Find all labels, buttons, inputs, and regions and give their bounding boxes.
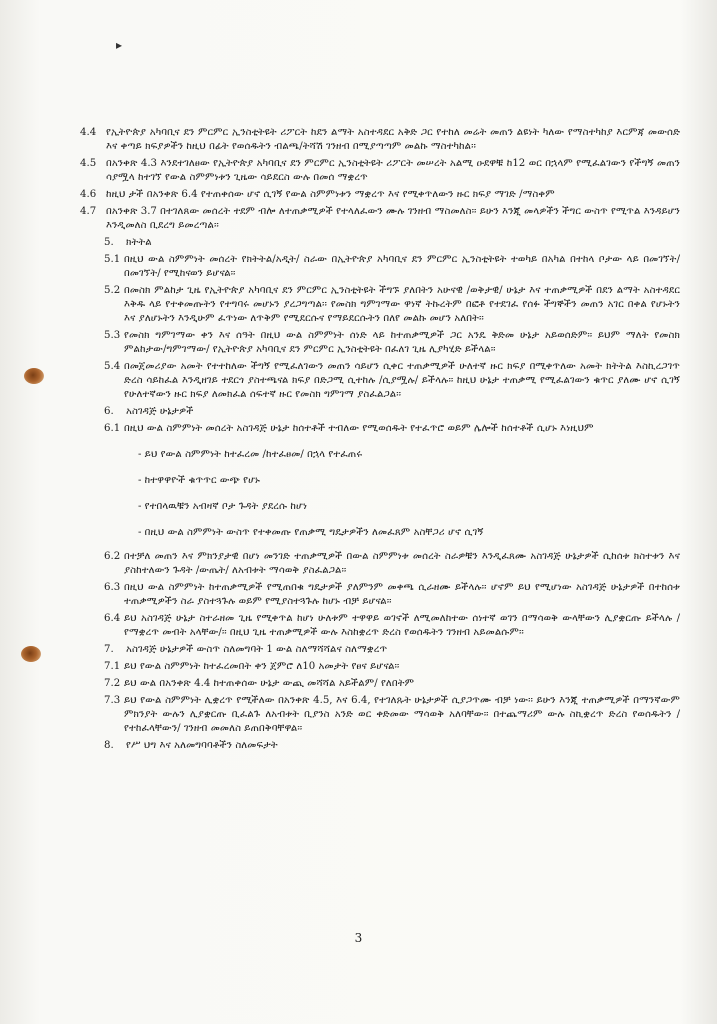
clause-number: 7. — [104, 644, 114, 655]
section-heading — [80, 643, 680, 657]
clause-paragraph — [80, 284, 680, 326]
clause-text: የመስክ ግምገማው ቀን እና ሰዓት በዚህ ውል ስምምነት ሰነድ ላይ ከተጠቃሚዎች ጋር አንዴ ቅድመ ሁኔታ አይወሰድም፡፡ ይህም ማለት የመስክ ምልከታው/ግምገማው/ የኢትዮጵያ አካባቢና ደን ምርምር ኢንስቲትዩት በፈለገ ጊዜ ሊያካሂድ ይችላል፡፡ — [124, 330, 680, 355]
clause-paragraph — [80, 205, 680, 233]
clause-number: 6.2 — [104, 551, 121, 562]
clause-text: የኢትዮጵያ አካባቢና ደን ምርምር ኢንስቲትዩት ሪፖርት ከደን ልማት አስተዳደር አቅድ ጋር የተከለ መሬት መጠን ልዩነት ካለው የማስተካከያ እርምጃ መውሰድ እና ቀጣይ ክፍያዎችን ከዚህ በፊት የወሰዱትን ብልጫ/ትሻሽ ገንዘብ በሚያጣጣም መልኩ ማስተካከል፡፡ — [106, 127, 680, 152]
clause-number: 5.2 — [104, 285, 121, 296]
clause-number: 4.7 — [80, 206, 97, 217]
clause-text: በተቻለ መጠን እና ምክንያታዊ በሆነ መንገድ ተጠቃሚዎች በውል ስምምነቱ መሰረት ስራዎቹን እንዲፈጸሙ አስገዳጅ ሁኔታዎች ሲከሰቱ ክስተቱን እና ያስከተለውን ጉዳት /ውጤት/ ለአብቱት ማሳወቅ ያስፈልጋል፡፡ — [124, 551, 680, 576]
clause-number: 4.4 — [80, 127, 97, 138]
clause-text: በዚህ ውል ስምምነት መሰረት የክትትል/አዲት/ ስራው በኢትዮጵያ አካባቢና ደን ምርምር ኢንስቲትዩት ተወካይ በአካል በተከላ ቦታው ላይ በመገኘት/በመገኘት/ የሚከናወን ይሆናል፡፡ — [124, 254, 680, 279]
document-body — [80, 126, 680, 756]
section-heading — [80, 405, 680, 419]
corner-mark: ▸ — [116, 38, 123, 52]
clause-number: 6.3 — [104, 582, 121, 593]
list-bullet: - በዚህ ውል ስምምነት ውስጥ የተቀመጡ የጠቃሚ ግዴታዎችን ለመፈጸም አስቸጋሪ ሆኖ ሲገኝ — [138, 527, 484, 538]
clause-number: 4.5 — [80, 158, 97, 169]
clause-text: በአንቀጽ 4.3 እንደተገለፀው የኢትዮጵያ አካባቢና ደን ምርምር ኢንስቲትዩት ሪፖርት መሠረት አልሚ ዑደዋቹ ከ12 ወር በኋላም የሚፈልገውን የችግኝ መጠን ሳያሟላ ከተገኘ የውል ስምምነቱን ጊዜው ሳይደርስ ውሉ በመሰ ማቋረጥ — [106, 158, 680, 183]
clause-paragraph — [80, 660, 680, 674]
clause-number: 5.4 — [104, 361, 121, 372]
clause-text: ክትትል — [126, 237, 152, 248]
list-bullet: - ይህ የውል ስምምነት ከተፈረመ /ከተፈፀመ/ በኋላ የተፈጠሩ — [138, 449, 363, 460]
clause-text: የሥ ህግ እና አለመግባባቶችን ስለመፍታት — [126, 740, 278, 751]
clause-paragraph — [80, 581, 680, 609]
punch-hole-lower — [21, 646, 41, 662]
clause-paragraph — [80, 550, 680, 578]
clause-text: በአንቀጽ 3.7 በተገለጸው መሰረት ተደም ብሎ ለተጠቃሚዎች የተላለፈውን ሙሉ ገንዘብ ማስመለስ፡፡ ይሁን እንጂ መላዎችን ችግር ውስጥ የሚጥል እንዳይሆን እንዲመለስ ቢደረግ ይመረጣል፡፡ — [106, 206, 680, 231]
clause-number: 6. — [104, 406, 114, 417]
clause-text: አስገዳጅ ሁኔታዎች — [126, 406, 194, 417]
section-heading — [80, 236, 680, 250]
clause-text: በመስክ ምልከታ ጊዜ የኢትዮጵያ አካባቢና ደን ምርምር ኢንስቲትዩት ችግኙ ያለበትን አሁናዊ /ወቅታዊ/ ሁኔታ እና ተጠቃሚዎች በደን ልማት አስተዳደር እቅዱ ላይ የተቀመጡትን የተግባሩ መሆኑን ያረጋግጣል፡፡ የመስክ ግምገማው ዋነኛ ትኩረትም በፎቶ የተደገፈ የሰፉ ችግኞችን መጠን አገር በቀል የሆኑትን እና ያለሆኑትን እንዲሁም ፈጥነው ለጥቅም የሚደርሱና የማይደርሱትን በለየ መልኩ መሆን አለበት፡፡ — [124, 285, 680, 324]
clause-text: ይህ የውል ስምምነት ሊቋረጥ የሚችለው በአንቀጽ 4.5, እና 6.4, የተገለጹት ሁኔታዎች ሲያጋጥሙ ብቻ ነው፡፡ ይሁን እንጂ ተጠቃሚዎች በማንኛውም ምክንያት ውሉን ሊያቋርጡ ቢፈልጉ ለአብቱት ቢያንስ አንድ ወር ቀድመው ማሳወቅ አለባቸው፡፡ በተጨማሪም ውሉ ስኪቋረጥ ድረስ የወሰዱትን /የተከፈላቸውን/ ገንዘብ መመለስ ይጠበቅባቸዋል፡፡ — [124, 695, 680, 734]
list-bullet: - ከተዋዋዮች ቁጥጥር ውጭ የሆኑ — [138, 475, 260, 486]
clause-number: 6.1 — [104, 423, 121, 434]
clause-paragraph — [80, 157, 680, 185]
clause-text: በዚህ ውል ስምምነት መሰረት አስገዳጅ ሁኔታ ከሰተቶች ተብለው የሚወሰዱት የተፈጥሮ ወይም ሌሎች ከሰተቶች ሲሆኑ እነዚህም — [124, 423, 594, 434]
section-heading — [80, 739, 680, 753]
page-number: 3 — [354, 931, 363, 945]
clause-number: 5. — [104, 237, 114, 248]
clause-paragraph — [80, 253, 680, 281]
clause-paragraph — [80, 422, 680, 436]
clause-paragraph — [80, 360, 680, 402]
clause-paragraph — [80, 612, 680, 640]
clause-text: ይህ አስገዳጅ ሁኔታ ስተራዘመ ጊዜ የሚቀጥል ከሆነ ሁለቱም ተዋዋይ ወገኖች ለሚመለከተው ሰነተኛ ወገን በማሳወቅ ውላቸውን ሊያቋርጡ ይችላሉ /የማቋረጥ መብት አላቸው/፡፡ በዚህ ጊዜ ተጠቃሚዎች ውሉ እስከቋረጥ ድረስ የወሰዱትን ገንዘብ አይመልሱም፡፡ — [124, 613, 680, 638]
clause-text: በመጀመሪያው አመት የተተከለው ችግኝ የሚፈለገውን መጠን ሳይሆን ሲቀር ተጠቃሚዎች ሁለተኛ ዙር ክፍያ በሚቀጥለው አመት ክትትል እስኪረጋገጥ ድረስ ሳይከፈል እንዲዘገይ ተደርጎ ያስተጫናል ክፍያ በድጋሚ ሲተከሉ /ሲያሟሉ/ ይችላሉ፡፡ ከዚህ ሁኔታ ተጠቃሚ የሚፈልገውን ቁጥር ያለሙ ሆኖ ሲገኝ የሁለተኛውን ዙር ክፍያ ለመክፈል ሰፍተኛ ዙር የመስክ ግምገማ ያስፈልጋል፡፡ — [124, 361, 680, 400]
clause-number: 7.3 — [104, 695, 121, 706]
clause-text: ከዚህ ታች በአንቀጽ 6.4 የተጠቀሰው ሆኖ ሲገኝ የውል ስምምነቱን ማቋረጥ እና የሚቀጥለውን ዙር ክፍያ ማገድ /ማስቀም — [106, 189, 555, 200]
clause-text: በዚህ ውል ስምምነት ከተጠቃሚዎች የሚጠበቁ ግዴታዎች ያለምንም መቀጫ ሲራዘሙ ይችላሉ፡፡ ሆኖም ይህ የሚሆነው አስገዳጅ ሁኔታዎች በተከሰቱ ተጠቃሚዎችን ስራ ያስተጓጉሉ ወይም የሚያስተጓጉሉ ከሆኑ ብቻ ይሆናል፡፡ — [124, 582, 680, 607]
clause-paragraph — [80, 694, 680, 736]
clause-number: 5.3 — [104, 330, 121, 341]
clause-number: 6.4 — [104, 613, 121, 624]
punch-hole-upper — [24, 368, 44, 384]
list-bullet: - የተበላዉቹን አብዛኛ ቦታ ጉዳት ያደረሱ ከሆነ — [138, 501, 308, 512]
clause-number: 4.6 — [80, 189, 97, 200]
clause-text: ይህ ውል በአንቀጽ 4.4 ከተጠቀሰው ሁኔታ ውጪ መሻሻል አይችልም/ የለበትም — [124, 678, 415, 689]
clause-number: 8. — [104, 740, 114, 751]
clause-paragraph — [80, 188, 680, 202]
clause-number: 7.2 — [104, 678, 121, 689]
clause-paragraph — [80, 329, 680, 357]
clause-text: ይህ የውል ስምምነት ከተፈረመበት ቀን ጀምሮ ለ10 አመታት የፀና ይሆናል፡፡ — [124, 661, 400, 672]
clause-number: 7.1 — [104, 661, 121, 672]
clause-paragraph — [80, 126, 680, 154]
clause-paragraph — [80, 677, 680, 691]
clause-text: አስገዳጅ ሁኔታዎች ውስጥ ስለመግባት 1 ውል ስለማሻሻልና ስለማቋረጥ — [126, 644, 388, 655]
clause-number: 5.1 — [104, 254, 121, 265]
